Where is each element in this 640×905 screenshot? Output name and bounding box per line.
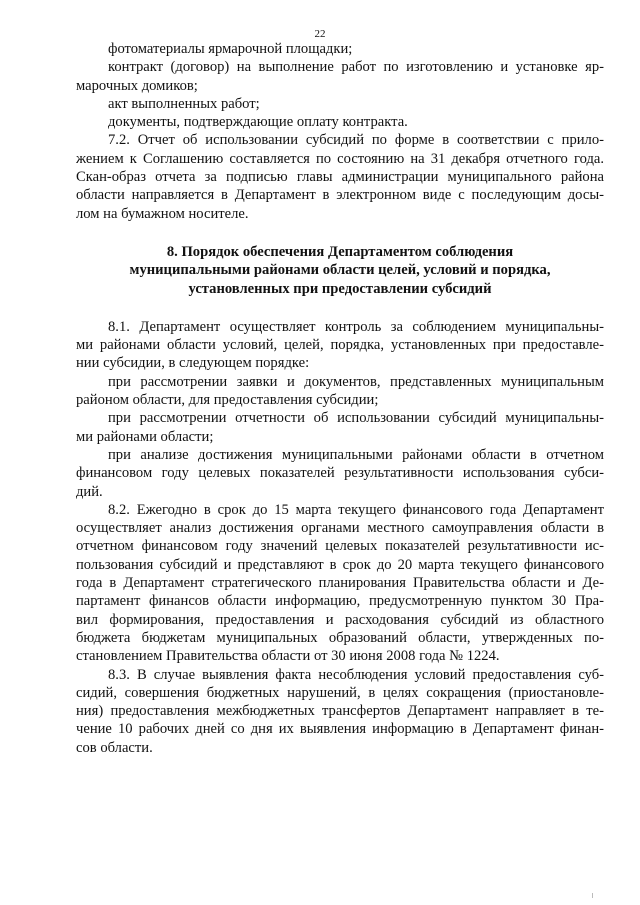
text-line: жением к Соглашению составляется по состоянию на 31 декабря отчетного года. (76, 150, 604, 167)
heading-line: муниципальными районами области целей, условий и порядка, (129, 262, 551, 279)
scan-mark (592, 893, 593, 898)
heading-line: 8. Порядок обеспечения Департаментом соблюдения (166, 243, 514, 260)
text-line: чение 10 рабочих дней со дня их выявления информацию в Департамент финан- (76, 721, 604, 738)
text-line: бюджета бюджетам муниципальных образований области, утвержденных по- (76, 629, 604, 646)
text-line: ния) предоставления межбюджетных трансфертов Департамент направляет в те- (76, 703, 604, 720)
text-line: марочных домиков; (76, 77, 198, 94)
text-line: партамент финансов области информацию, предусмотренную пунктом 30 Пра- (76, 593, 604, 610)
text-line: отчетном финансовом году значений целевых показателей результативности ис- (76, 538, 604, 555)
text-line: при рассмотрении заявки и документов, представленных муниципальным (108, 373, 604, 390)
text-line: документы, подтверждающие оплату контракта. (108, 114, 408, 131)
text-line: районом области, для предоставления субсидии; (76, 392, 379, 409)
text-line: года в Департамент стратегического планирования Правительства области и Де- (76, 575, 604, 592)
text-line: акт выполненных работ; (108, 95, 260, 112)
text-line: ми районами области; (76, 428, 214, 445)
text-line: 8.3. В случае выявления факта несоблюдения условий предоставления суб- (108, 666, 604, 683)
text-line: финансовом году целевых показателей результативности использования субси- (76, 465, 604, 482)
heading-line: установленных при предоставлении субсидий (188, 280, 492, 297)
text-line: при рассмотрении отчетности об использовании субсидий муниципальны- (108, 410, 604, 427)
section-8-text (76, 318, 604, 757)
text-line: лом на бумажном носителе. (76, 205, 249, 222)
page-number: 22 (314, 28, 326, 40)
text-line: 8.2. Ежегодно в срок до 15 марта текущего финансового года Департамент (108, 501, 604, 518)
text-line: осуществляет анализ достижения органами местного самоуправления области в (76, 520, 604, 537)
text-line: ми районами области условий, целей, порядка, установленных при предоставле- (76, 337, 604, 354)
text-line: области направляется в Департамент в электронном виде с последующим досы- (76, 187, 604, 204)
text-line: дий. (76, 483, 103, 500)
text-line: вил формирования, предоставления и расходования субсидий из областного (76, 611, 604, 628)
text-line: пользования субсидий и представляют в срок до 20 марта текущего финансового (76, 556, 604, 573)
text-line: фотоматериалы ярмарочной площадки; (108, 41, 353, 57)
text-line: 8.1. Департамент осуществляет контроль за соблюдением муниципальны- (108, 318, 604, 335)
text-line: Скан-образ отчета за подписью главы администрации муниципального района (76, 169, 604, 186)
text-line: при анализе достижения муниципальными районами области в отчетном (108, 446, 604, 463)
section-7-text (76, 40, 604, 223)
document-body (76, 40, 604, 757)
text-line: сидий, совершения бюджетных нарушений, в целях сокращения (приостановле- (76, 684, 604, 701)
text-line: сов области. (76, 739, 153, 756)
section-8-heading (76, 243, 604, 298)
text-line: 7.2. Отчет об использовании субсидий по форме в соответствии с прило- (108, 132, 604, 149)
text-line: контракт (договор) на выполнение работ по изготовлению и установке яр- (108, 59, 604, 76)
text-line: нии субсидии, в следующем порядке: (76, 355, 310, 372)
text-line: становлением Правительства области от 30 июня 2008 года № 1224. (76, 648, 500, 665)
